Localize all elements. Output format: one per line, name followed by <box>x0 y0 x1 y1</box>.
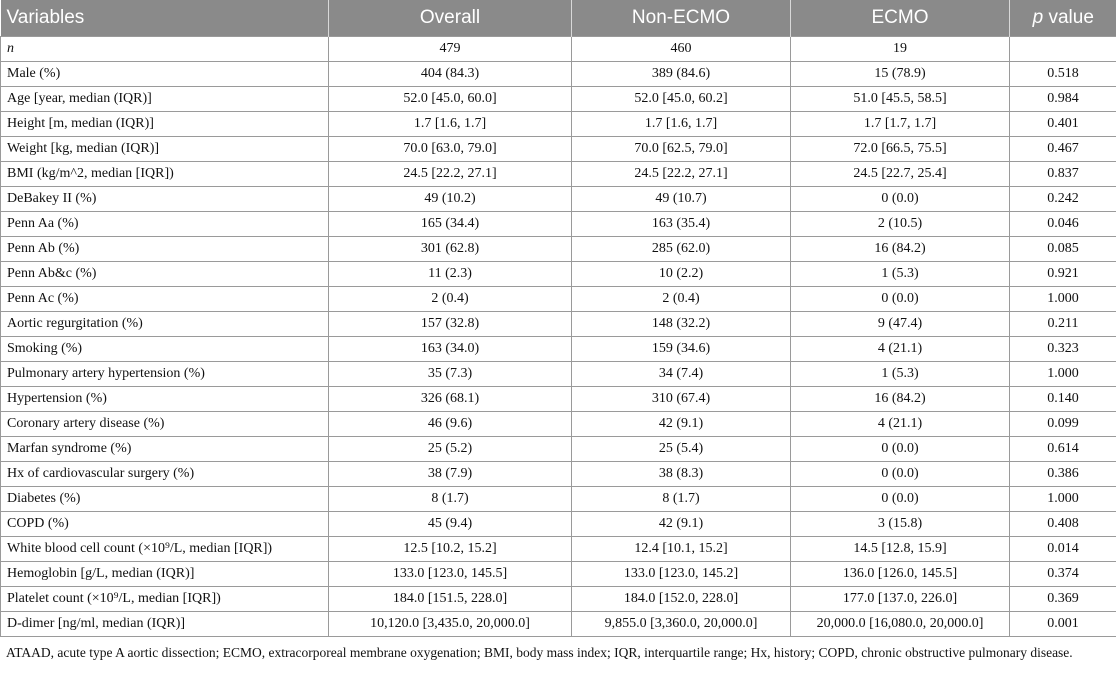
cell-overall: 52.0 [45.0, 60.0] <box>329 87 572 112</box>
table-row <box>1 512 1116 537</box>
cell-non-ecmo: 310 (67.4) <box>572 387 791 412</box>
cell-p-value: 0.369 <box>1010 587 1116 612</box>
row-label: Penn Ab (%) <box>1 237 329 262</box>
table-row <box>1 412 1116 437</box>
cell-overall: 157 (32.8) <box>329 312 572 337</box>
cell-non-ecmo: 70.0 [62.5, 79.0] <box>572 137 791 162</box>
cell-overall: 70.0 [63.0, 79.0] <box>329 137 572 162</box>
row-label: Penn Ab&c (%) <box>1 262 329 287</box>
cell-overall: 38 (7.9) <box>329 462 572 487</box>
table-footnote: ATAAD, acute type A aortic dissection; ECMO, extracorporeal membrane oxygenation; BMI, body mass index; IQR, interquartile range; Hx, history; COPD, chronic obstructive pulmonary disease. <box>6 645 1073 660</box>
cell-p-value: 0.374 <box>1010 562 1116 587</box>
cell-p-value: 0.401 <box>1010 112 1116 137</box>
row-label: Hypertension (%) <box>1 387 329 412</box>
row-label: Age [year, median (IQR)] <box>1 87 329 112</box>
table-row <box>1 262 1116 287</box>
cell-non-ecmo: 25 (5.4) <box>572 437 791 462</box>
cell-ecmo: 136.0 [126.0, 145.5] <box>791 562 1010 587</box>
cell-ecmo: 1 (5.3) <box>791 362 1010 387</box>
row-label: White blood cell count (×10⁹/L, median [IQR]) <box>1 537 329 562</box>
cell-ecmo: 9 (47.4) <box>791 312 1010 337</box>
cell-p-value: 1.000 <box>1010 487 1116 512</box>
cell-overall: 326 (68.1) <box>329 387 572 412</box>
header-p-value <box>1010 0 1116 37</box>
cell-p-value: 0.140 <box>1010 387 1116 412</box>
cell-non-ecmo: 159 (34.6) <box>572 337 791 362</box>
cell-non-ecmo: 8 (1.7) <box>572 487 791 512</box>
cell-overall: 133.0 [123.0, 145.5] <box>329 562 572 587</box>
table-row <box>1 562 1116 587</box>
cell-non-ecmo: 34 (7.4) <box>572 362 791 387</box>
row-label: Marfan syndrome (%) <box>1 437 329 462</box>
cell-ecmo: 2 (10.5) <box>791 212 1010 237</box>
cell-overall: 10,120.0 [3,435.0, 20,000.0] <box>329 612 572 637</box>
cell-overall: 45 (9.4) <box>329 512 572 537</box>
cell-non-ecmo: 10 (2.2) <box>572 262 791 287</box>
cell-non-ecmo: 24.5 [22.2, 27.1] <box>572 162 791 187</box>
cell-ecmo: 0 (0.0) <box>791 287 1010 312</box>
cell-non-ecmo: 285 (62.0) <box>572 237 791 262</box>
cell-p-value: 0.921 <box>1010 262 1116 287</box>
cell-ecmo: 20,000.0 [16,080.0, 20,000.0] <box>791 612 1010 637</box>
table-row <box>1 87 1116 112</box>
cell-p-value <box>1010 37 1116 62</box>
cell-non-ecmo: 12.4 [10.1, 15.2] <box>572 537 791 562</box>
table-row <box>1 387 1116 412</box>
cell-overall: 12.5 [10.2, 15.2] <box>329 537 572 562</box>
row-label: Height [m, median (IQR)] <box>1 112 329 137</box>
cell-overall: 49 (10.2) <box>329 187 572 212</box>
cell-overall: 35 (7.3) <box>329 362 572 387</box>
cell-ecmo: 15 (78.9) <box>791 62 1010 87</box>
table-row <box>1 237 1116 262</box>
cell-overall: 165 (34.4) <box>329 212 572 237</box>
cell-overall: 163 (34.0) <box>329 337 572 362</box>
row-label: Male (%) <box>1 62 329 87</box>
row-label: D-dimer [ng/ml, median (IQR)] <box>1 612 329 637</box>
header-p-letter: p <box>1032 7 1044 28</box>
cell-overall: 11 (2.3) <box>329 262 572 287</box>
row-label: Penn Ac (%) <box>1 287 329 312</box>
table-row <box>1 287 1116 312</box>
cell-p-value: 0.046 <box>1010 212 1116 237</box>
cell-ecmo: 72.0 [66.5, 75.5] <box>791 137 1010 162</box>
cell-p-value: 1.000 <box>1010 287 1116 312</box>
cell-non-ecmo: 389 (84.6) <box>572 62 791 87</box>
cell-overall: 184.0 [151.5, 228.0] <box>329 587 572 612</box>
cell-non-ecmo: 2 (0.4) <box>572 287 791 312</box>
cell-non-ecmo: 163 (35.4) <box>572 212 791 237</box>
cell-ecmo: 1.7 [1.7, 1.7] <box>791 112 1010 137</box>
row-label: Weight [kg, median (IQR)] <box>1 137 329 162</box>
cell-ecmo: 0 (0.0) <box>791 487 1010 512</box>
header-variables: Variables <box>1 0 329 37</box>
cell-overall: 25 (5.2) <box>329 437 572 462</box>
cell-non-ecmo: 42 (9.1) <box>572 412 791 437</box>
cell-overall: 301 (62.8) <box>329 237 572 262</box>
cell-overall: 479 <box>329 37 572 62</box>
row-label: COPD (%) <box>1 512 329 537</box>
header-ecmo: ECMO <box>791 0 1010 37</box>
cell-non-ecmo: 52.0 [45.0, 60.2] <box>572 87 791 112</box>
row-label: n <box>1 37 329 62</box>
row-label: Pulmonary artery hypertension (%) <box>1 362 329 387</box>
cell-ecmo: 14.5 [12.8, 15.9] <box>791 537 1010 562</box>
cell-p-value: 0.014 <box>1010 537 1116 562</box>
cell-ecmo: 24.5 [22.7, 25.4] <box>791 162 1010 187</box>
cell-ecmo: 0 (0.0) <box>791 462 1010 487</box>
table-row <box>1 62 1116 87</box>
header-non-ecmo: Non-ECMO <box>572 0 791 37</box>
table-row <box>1 362 1116 387</box>
row-label: Platelet count (×10⁹/L, median [IQR]) <box>1 587 329 612</box>
cell-non-ecmo: 460 <box>572 37 791 62</box>
row-label: Hx of cardiovascular surgery (%) <box>1 462 329 487</box>
table-row <box>1 112 1116 137</box>
header-overall: Overall <box>329 0 572 37</box>
cell-ecmo: 16 (84.2) <box>791 237 1010 262</box>
cell-p-value: 0.837 <box>1010 162 1116 187</box>
cell-overall: 404 (84.3) <box>329 62 572 87</box>
cell-non-ecmo: 49 (10.7) <box>572 187 791 212</box>
cell-ecmo: 3 (15.8) <box>791 512 1010 537</box>
cell-p-value: 0.408 <box>1010 512 1116 537</box>
cell-ecmo: 1 (5.3) <box>791 262 1010 287</box>
table-header-row <box>1 0 1116 37</box>
header-p-suffix: value <box>1043 7 1094 28</box>
row-label: DeBakey II (%) <box>1 187 329 212</box>
cell-ecmo: 4 (21.1) <box>791 337 1010 362</box>
cell-p-value: 0.518 <box>1010 62 1116 87</box>
cell-overall: 8 (1.7) <box>329 487 572 512</box>
cell-non-ecmo: 9,855.0 [3,360.0, 20,000.0] <box>572 612 791 637</box>
cell-p-value: 0.323 <box>1010 337 1116 362</box>
cell-overall: 24.5 [22.2, 27.1] <box>329 162 572 187</box>
cell-p-value: 0.467 <box>1010 137 1116 162</box>
cell-overall: 46 (9.6) <box>329 412 572 437</box>
table-row <box>1 337 1116 362</box>
table-row <box>1 487 1116 512</box>
table-row <box>1 162 1116 187</box>
cell-ecmo: 0 (0.0) <box>791 187 1010 212</box>
row-label: Penn Aa (%) <box>1 212 329 237</box>
cell-ecmo: 4 (21.1) <box>791 412 1010 437</box>
cell-non-ecmo: 184.0 [152.0, 228.0] <box>572 587 791 612</box>
cell-p-value: 0.614 <box>1010 437 1116 462</box>
table-row <box>1 537 1116 562</box>
row-label: Aortic regurgitation (%) <box>1 312 329 337</box>
table-row <box>1 462 1116 487</box>
cell-p-value: 0.984 <box>1010 87 1116 112</box>
cell-p-value: 0.001 <box>1010 612 1116 637</box>
cell-p-value: 0.085 <box>1010 237 1116 262</box>
cell-p-value: 0.242 <box>1010 187 1116 212</box>
cell-non-ecmo: 148 (32.2) <box>572 312 791 337</box>
cell-non-ecmo: 42 (9.1) <box>572 512 791 537</box>
cell-ecmo: 51.0 [45.5, 58.5] <box>791 87 1010 112</box>
table-row <box>1 587 1116 612</box>
table-row <box>1 437 1116 462</box>
cell-ecmo: 177.0 [137.0, 226.0] <box>791 587 1010 612</box>
row-label: Coronary artery disease (%) <box>1 412 329 437</box>
cell-p-value: 0.211 <box>1010 312 1116 337</box>
cell-non-ecmo: 38 (8.3) <box>572 462 791 487</box>
row-label: BMI (kg/m^2, median [IQR]) <box>1 162 329 187</box>
table-row <box>1 187 1116 212</box>
cell-ecmo: 19 <box>791 37 1010 62</box>
row-label: Hemoglobin [g/L, median (IQR)] <box>1 562 329 587</box>
table-row <box>1 37 1116 62</box>
table-row <box>1 137 1116 162</box>
table-row <box>1 312 1116 337</box>
cell-non-ecmo: 133.0 [123.0, 145.2] <box>572 562 791 587</box>
cell-ecmo: 16 (84.2) <box>791 387 1010 412</box>
row-label: Smoking (%) <box>1 337 329 362</box>
cell-p-value: 0.099 <box>1010 412 1116 437</box>
cell-non-ecmo: 1.7 [1.6, 1.7] <box>572 112 791 137</box>
cell-ecmo: 0 (0.0) <box>791 437 1010 462</box>
cell-overall: 1.7 [1.6, 1.7] <box>329 112 572 137</box>
table-body <box>1 37 1116 637</box>
cell-p-value: 1.000 <box>1010 362 1116 387</box>
cell-overall: 2 (0.4) <box>329 287 572 312</box>
cell-p-value: 0.386 <box>1010 462 1116 487</box>
table-row <box>1 612 1116 637</box>
row-label: Diabetes (%) <box>1 487 329 512</box>
table-row <box>1 212 1116 237</box>
